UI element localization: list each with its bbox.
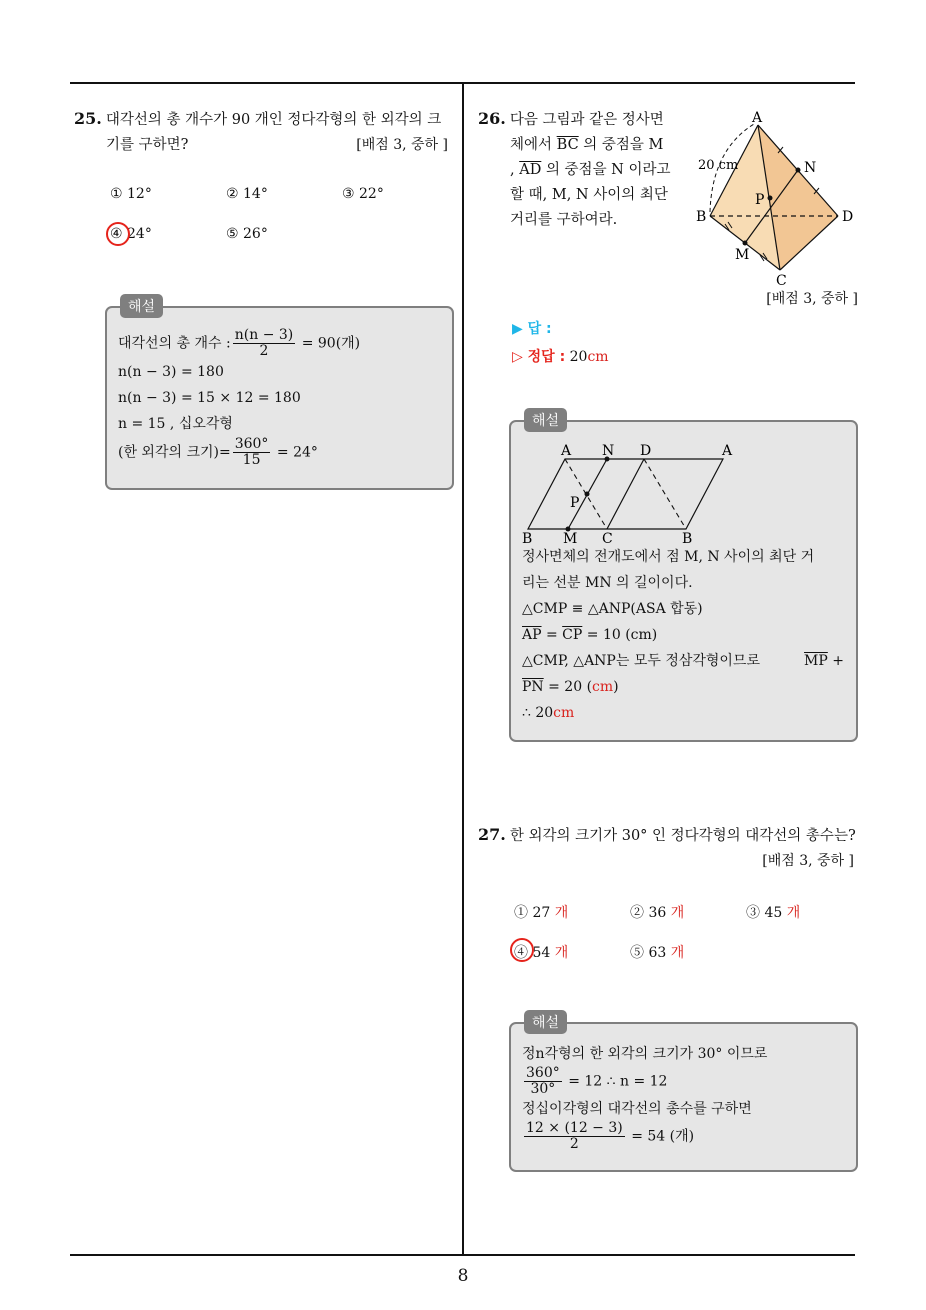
choice-1[interactable]: ① 27 개 (514, 905, 569, 921)
bottom-rule (70, 1254, 855, 1256)
question-number: 25. (74, 109, 102, 128)
question-text: 기를 구하면? (106, 137, 189, 153)
q26-solution-text: 정사면체의 전개도에서 점 M, N 사이의 최단 거 리는 선분 MN 의 길이이다. △CMP ≡ △ANP(ASA 합동) $\overline{AP} = \overline{CP} = 10$ (cm) △CMP, △ANP는 모두 정삼각형이므로 $\overline{MP}$ + $\overline{PN} = 20$ (cm) ∴ 20cm (522, 544, 848, 726)
segment-pn: $\overline{PN}$ (522, 679, 544, 695)
sol-text: = 12 ∴ n = 12 (568, 1073, 668, 1090)
label-n: N (804, 160, 817, 176)
net-label-a: A (561, 443, 572, 459)
sol-line: n = 15 , 십오각형 (118, 416, 233, 432)
sol-line: △CMP ≡ △ANP(ASA 합동) (522, 601, 703, 617)
question-text: 의 중점을 N 이라고 (545, 162, 671, 178)
question-26 (478, 106, 688, 233)
sol-line: n(n − 3) = 180 (118, 364, 224, 380)
label-b: B (696, 209, 707, 225)
label-length: 20 cm (698, 158, 739, 173)
question-number: 27. (478, 825, 506, 844)
answer-circle-mark (510, 938, 534, 962)
sol-line: 정십이각형의 대각선의 총수를 구하면 (522, 1101, 752, 1117)
q25-solution-text (118, 328, 448, 468)
segment-cp: $\overline{CP}$ (562, 627, 583, 643)
label-c: C (776, 273, 787, 289)
segment-ap: $\overline{AP}$ (522, 627, 542, 643)
answer-line (512, 318, 552, 338)
segment-ad: $\overline{AD}$ (519, 162, 542, 178)
tetrahedron-figure (694, 110, 864, 290)
net-label-a2: A (722, 443, 733, 459)
question-text: 다음 그림과 같은 정사면 (509, 112, 664, 128)
correct-value: 20 (569, 349, 588, 365)
sol-text: = 20 ( (548, 679, 593, 695)
fraction: $\frac{n(n - 3)}{2}$ (234, 327, 294, 359)
net-label-b: B (522, 531, 533, 546)
sol-text: △CMP, △ANP는 모두 정삼각형이므로 (522, 653, 760, 669)
question-text: 할 때, M, N 사이의 최단 (510, 187, 668, 203)
label-a: A (752, 110, 763, 126)
sol-line: 정사면체의 전개도에서 점 M, N 사이의 최단 거 (522, 549, 815, 565)
answer-label: ▶ 답 : (512, 321, 552, 337)
segment-mp: $\overline{MP}$ (804, 653, 828, 669)
points-label: [배점 3, 중하 ] (766, 291, 858, 307)
choice-5[interactable]: ⑤ 26° (226, 226, 268, 242)
segment-bc: $\overline{BC}$ (556, 137, 579, 153)
net-label-d: D (640, 443, 652, 459)
question-text: 거리를 구하여라. (510, 212, 618, 228)
question-text: 체에서 (510, 137, 553, 153)
sol-text: (한 외각의 크기)= (118, 444, 231, 461)
unit: cm (592, 679, 614, 695)
unit: cm (553, 705, 575, 721)
sol-line: 정n각형의 한 외각의 크기가 30° 이므로 (522, 1046, 768, 1062)
answer-circle-mark (106, 222, 130, 246)
correct-label: ▷ 정답 : (512, 349, 566, 365)
sol-line: n(n − 3) = 15 × 12 = 180 (118, 390, 301, 406)
net-label-m: M (563, 531, 578, 546)
net-label-c: C (602, 531, 613, 546)
choice-3[interactable]: ③ 45 개 (746, 905, 801, 921)
choice-1[interactable]: ① 12° (110, 186, 152, 202)
solution-tab: 해설 (120, 294, 163, 318)
sol-text: + (832, 653, 844, 669)
choice-4[interactable]: ④ 24° (110, 226, 152, 242)
choice-3[interactable]: ③ 22° (342, 186, 384, 202)
sol-text: 대각선의 총 개수 : (118, 335, 231, 352)
fraction: $\frac{360^\circ}{15}$ (234, 436, 269, 468)
page-number: 8 (457, 1266, 469, 1286)
question-25 (74, 106, 456, 158)
fraction: $\frac{12 \times (12 - 3)}{2}$ (526, 1120, 623, 1152)
question-number: 26. (478, 109, 506, 128)
fraction: $\frac{360^\circ}{30^\circ}$ (526, 1065, 560, 1097)
sol-text: = 10 (cm) (586, 627, 658, 643)
sol-text: = 54 (개) (631, 1128, 695, 1145)
correct-unit: cm (587, 349, 609, 365)
question-text: 한 외각의 크기가 30° 인 정다각형의 대각선의 총수는? (509, 828, 856, 844)
question-text: , (510, 162, 515, 178)
label-m: M (735, 247, 750, 263)
label-p: P (755, 192, 765, 208)
question-text: 대각선의 총 개수가 90 개인 정다각형의 한 외각의 크 (105, 112, 442, 128)
q27-solution-text (522, 1042, 848, 1152)
net-label-p: P (570, 495, 580, 511)
choice-5[interactable]: ⑤ 63 개 (630, 945, 685, 961)
question-text: 의 중점을 M (583, 137, 664, 153)
choice-4[interactable]: ④ 54 개 (514, 945, 569, 961)
correct-answer-line (512, 346, 609, 366)
points-label: [배점 3, 중하 ] (762, 853, 854, 869)
solution-tab: 해설 (524, 408, 567, 432)
net-label-b2: B (682, 531, 693, 546)
column-divider (462, 83, 464, 1255)
question-27 (478, 822, 860, 874)
sol-text: ) (613, 679, 619, 695)
tetrahedron-net-figure (518, 442, 758, 546)
sol-text: = 24° (276, 444, 318, 461)
sol-line: 리는 선분 MN 의 길이이다. (522, 575, 693, 591)
sol-text: = 90(개) (301, 335, 361, 352)
net-label-n: N (602, 443, 615, 459)
sol-text: ∴ 20 (522, 705, 554, 721)
solution-tab: 해설 (524, 1010, 567, 1034)
label-d: D (842, 209, 854, 225)
points-label: [배점 3, 중하 ] (356, 137, 448, 153)
choice-2[interactable]: ② 14° (226, 186, 268, 202)
choice-2[interactable]: ② 36 개 (630, 905, 685, 921)
